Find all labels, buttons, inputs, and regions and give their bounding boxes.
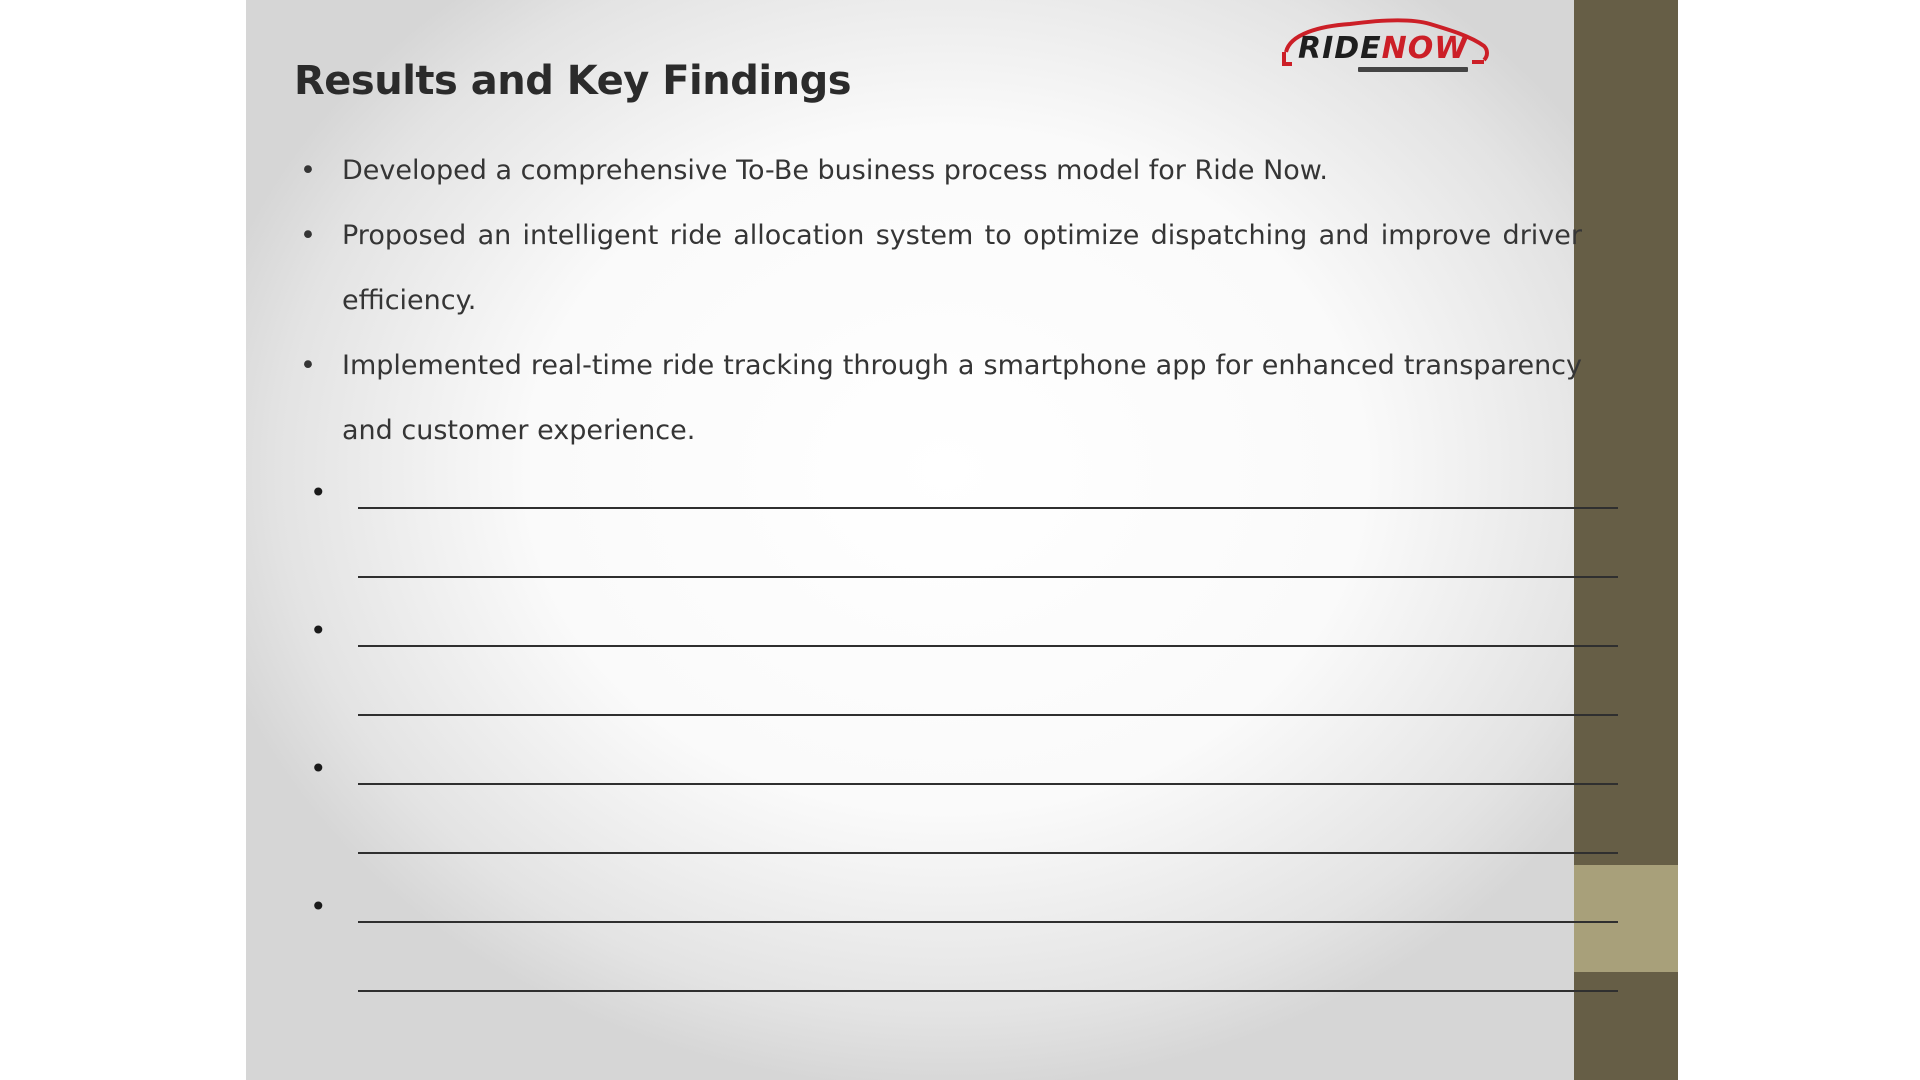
logo-wordmark: [1298, 31, 1469, 66]
logo-text-ride: RIDE: [1298, 31, 1382, 66]
blank-underline: [358, 852, 1618, 854]
slide-title: Results and Key Findings: [294, 58, 852, 104]
logo-tagline-bar: [1358, 67, 1468, 72]
blank-underline: [358, 990, 1618, 992]
logo-text-now: NOW: [1381, 31, 1469, 66]
bullet-dot: •: [300, 155, 316, 186]
bullet-dot: •: [310, 890, 327, 923]
blank-fill-in-list: [310, 472, 1678, 1024]
blank-underline: [358, 576, 1618, 578]
bullet-dot: •: [310, 752, 327, 785]
slide: [246, 0, 1678, 1080]
blank-underline: [358, 645, 1618, 647]
ridenow-logo: [1280, 12, 1492, 82]
bullet-dot: •: [310, 476, 327, 509]
blank-item: [310, 886, 1678, 1024]
finding-text: Implemented real-time ride tracking through a smartphone app for enhanced transparency and customer experience.: [342, 350, 1582, 446]
blank-item: [310, 610, 1678, 748]
blank-underline: [358, 507, 1618, 509]
blank-item: [310, 748, 1678, 886]
finding-item: [298, 138, 1582, 203]
blank-item: [310, 472, 1678, 610]
bullet-dot: •: [300, 350, 316, 381]
findings-list: [298, 138, 1582, 463]
finding-item: [298, 203, 1582, 333]
blank-underline: [358, 783, 1618, 785]
finding-item: [298, 333, 1582, 463]
bullet-dot: •: [300, 220, 316, 251]
finding-text: Proposed an intelligent ride allocation system to optimize dispatching and improve driver efficiency.: [342, 220, 1582, 316]
bullet-dot: •: [310, 614, 327, 647]
finding-text: Developed a comprehensive To-Be business process model for Ride Now.: [342, 155, 1328, 186]
blank-underline: [358, 921, 1618, 923]
blank-underline: [358, 714, 1618, 716]
